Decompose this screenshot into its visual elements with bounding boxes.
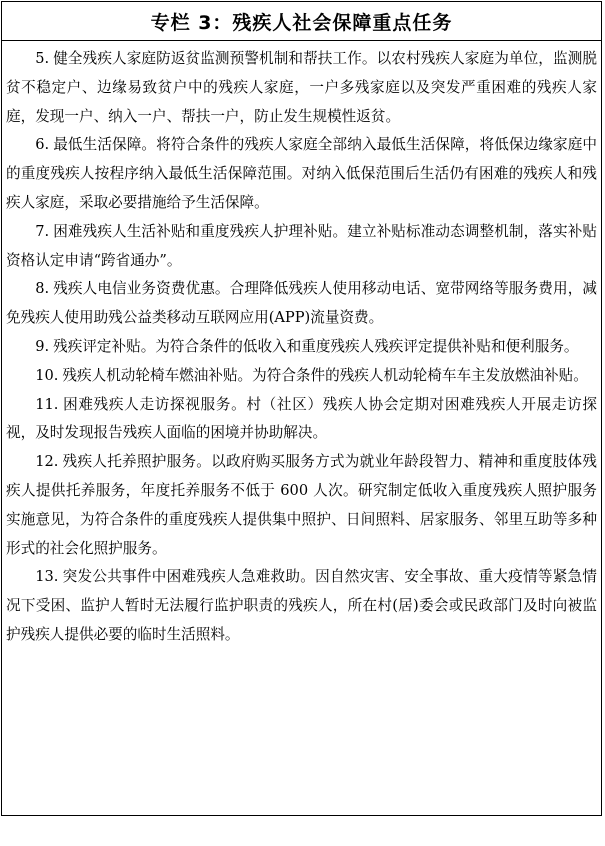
task-text: 困难残疾人走访探视服务。村（社区）残疾人协会定期对困难残疾人开展走访探视，及时发现报告残疾人面临的困境并协助解决。: [6, 395, 597, 442]
task-item-9: [6, 333, 597, 362]
task-item-6: [6, 131, 597, 217]
task-text: 突发公共事件中困难残疾人急难救助。因自然灾害、安全事故、重大疫情等紧急情况下受困、监护人暂时无法履行监护职责的残疾人，所在村(居)委会或民政部门及时向被监护残疾人提供必要的临时生活照料。: [6, 568, 597, 643]
task-item-12: [6, 448, 597, 563]
task-text: 残疾评定补贴。为符合条件的低收入和重度残疾人残疾评定提供补贴和便利服务。: [53, 337, 579, 355]
task-number: 8.: [35, 280, 50, 298]
task-number: 6.: [35, 136, 50, 154]
task-number: 10.: [35, 366, 59, 384]
task-number: 11.: [35, 395, 59, 413]
task-item-11: [6, 391, 597, 449]
task-item-5: [6, 45, 597, 131]
feature-box: [1, 1, 602, 816]
task-text: 健全残疾人家庭防返贫监测预警机制和帮扶工作。以农村残疾人家庭为单位，监测脱贫不稳定户、边缘易致贫户中的残疾人家庭，一户多残家庭以及突发严重困难的残疾人家庭，发现一户、纳入一户、帮扶一户，防止发生规模性返贫。: [6, 50, 597, 125]
task-number: 5.: [35, 50, 50, 67]
box-body: [2, 41, 601, 650]
task-item-13: [6, 563, 597, 649]
task-number: 9.: [35, 337, 50, 355]
task-item-7: [6, 218, 597, 276]
task-item-8: [6, 275, 597, 333]
task-number: 12.: [35, 453, 59, 471]
task-text: 最低生活保障。将符合条件的残疾人家庭全部纳入最低生活保障，将低保边缘家庭中的重度残疾人按程序纳入最低生活保障范围。对纳入低保范围后生活仍有困难的残疾人和残疾人家庭，采取必要措施给予生活保障。: [6, 136, 597, 211]
task-number: 13.: [35, 568, 59, 586]
task-text: 困难残疾人生活补贴和重度残疾人护理补贴。建立补贴标准动态调整机制，落实补贴资格认定申请“跨省通办”。: [6, 222, 597, 269]
task-text: 残疾人托养照护服务。以政府购买服务方式为就业年龄段智力、精神和重度肢体残疾人提供托养服务，年度托养服务不低于 600 人次。研究制定低收入重度残疾人照护服务实施意见，为符合条件的重度残疾人提供集中照护、日间照料、居家服务、邻里互助等多种形式的社会化照护服务。: [6, 453, 597, 557]
box-title: 专栏 3：残疾人社会保障重点任务: [2, 2, 601, 41]
task-text: 残疾人电信业务资费优惠。合理降低残疾人使用移动电话、宽带网络等服务费用，减免残疾人使用助残公益类移动互联网应用(APP)流量资费。: [6, 280, 597, 327]
task-item-10: [6, 362, 597, 391]
task-number: 7.: [35, 222, 50, 240]
task-text: 残疾人机动轮椅车燃油补贴。为符合条件的残疾人机动轮椅车车主发放燃油补贴。: [62, 366, 588, 384]
